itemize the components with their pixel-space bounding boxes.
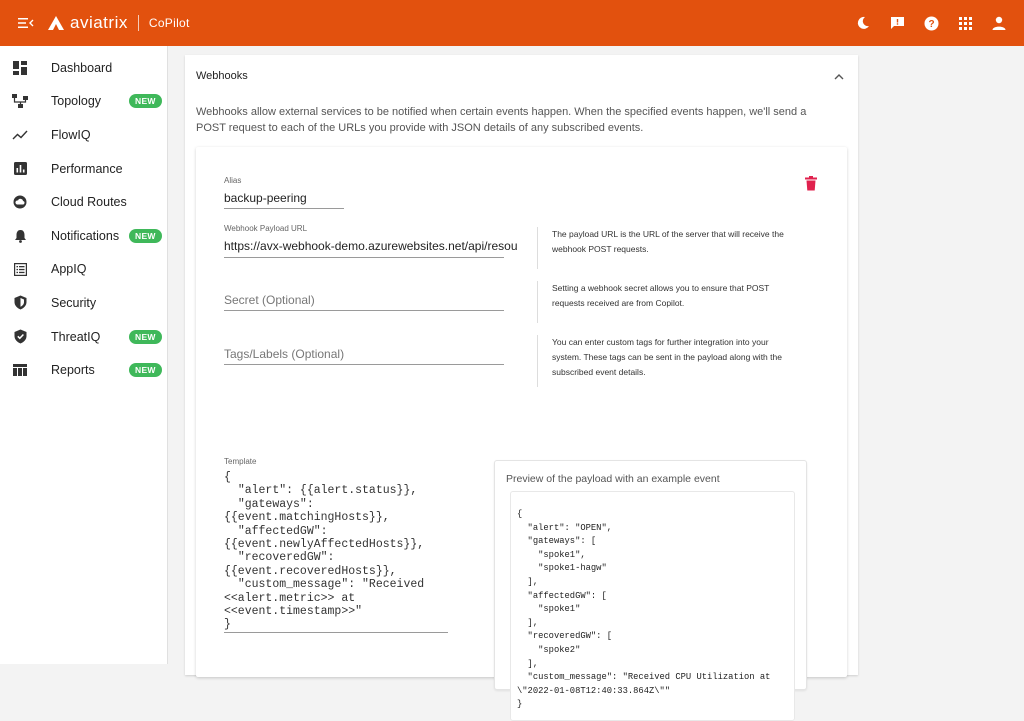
sidebar-item-label: ThreatIQ — [51, 329, 101, 344]
new-badge: NEW — [129, 94, 162, 108]
sidebar-item-label: Security — [51, 295, 97, 310]
bell-icon — [12, 228, 28, 244]
template-label: Template — [224, 457, 257, 466]
tags-input[interactable]: Tags/Labels (Optional) — [224, 347, 345, 361]
sidebar-item-label: Notifications — [51, 228, 120, 243]
sidebar-item-label: Dashboard — [51, 60, 113, 75]
brand-logo[interactable] — [48, 13, 190, 33]
cloud-icon — [12, 194, 28, 210]
brand-name: aviatrix — [70, 13, 128, 32]
performance-chart-icon — [12, 161, 28, 177]
new-badge: NEW — [129, 330, 162, 344]
list-box-icon — [12, 261, 28, 277]
tags-underline — [224, 364, 504, 365]
webhooks-panel — [185, 55, 858, 710]
shield-check-icon — [12, 329, 28, 345]
feedback-icon[interactable] — [880, 6, 914, 40]
webhook-url-help: The payload URL is the URL of the server that will receive the webhook POST requests. — [537, 227, 799, 269]
product-name: CoPilot — [148, 16, 190, 30]
webhook-url-underline — [224, 257, 504, 258]
sidebar-item-security[interactable] — [0, 286, 167, 320]
user-account-icon[interactable] — [982, 6, 1016, 40]
svg-text:?: ? — [927, 18, 935, 30]
table-icon — [12, 362, 28, 378]
secret-help: Setting a webhook secret allows you to ensure that POST requests received are from Copilot. — [537, 281, 799, 323]
sidebar-item-flowiq[interactable] — [0, 118, 167, 152]
webhook-url-input[interactable]: https://avx-webhook-demo.azurewebsites.net/api/resou — [224, 239, 518, 253]
secret-underline — [224, 310, 504, 311]
sidebar-item-notifications[interactable] — [0, 219, 167, 253]
secret-input[interactable]: Secret (Optional) — [224, 293, 315, 307]
new-badge: NEW — [129, 229, 162, 243]
trash-icon[interactable] — [804, 176, 818, 192]
alias-label: Alias — [224, 176, 242, 185]
preview-code: { "alert": "OPEN", "gateways": [ "spoke1", "spoke1-hagw" ], "affectedGW": [ "spoke1" ], "recoveredGW": [ "spoke2" ], "custom_message": "Received CPU Utilization at \"2022-01-08T12:40:33.864Z\"" } — [517, 509, 771, 710]
sidebar-item-dashboard[interactable] — [0, 51, 167, 85]
webhook-card — [196, 147, 847, 710]
aviatrix-logo-icon — [48, 16, 64, 30]
sidebar-item-performance[interactable] — [0, 152, 167, 186]
theme-toggle-icon[interactable] — [846, 6, 880, 40]
sidebar-item-appiq[interactable] — [0, 253, 167, 287]
alias-underline — [224, 208, 344, 209]
apps-grid-icon[interactable] — [948, 6, 982, 40]
dashboard-icon — [12, 60, 28, 76]
alias-input[interactable]: backup-peering — [224, 191, 307, 205]
sidebar-item-label: Cloud Routes — [51, 195, 127, 210]
top-app-bar — [0, 0, 1024, 46]
shield-icon — [12, 295, 28, 311]
sidebar-item-label: Performance — [51, 161, 123, 176]
sidebar-item-reports[interactable] — [0, 353, 167, 387]
preview-title: Preview of the payload with an example event — [506, 473, 720, 485]
preview-code-box — [510, 491, 795, 721]
payload-preview — [494, 460, 807, 710]
sidebar-item-label: Topology — [51, 94, 102, 109]
sidebar-item-topology[interactable] — [0, 85, 167, 119]
header-actions — [846, 0, 1016, 46]
template-editor[interactable]: { "alert": {{alert.status}}, "gateways": {{event.matchingHosts}}, "affectedGW": {{event.newlyAffectedHosts}}, "recoveredGW": {{event.recoveredHosts}}, "custom_message": "Received <<alert.metric>> at <<event.timestamp>>" } — [224, 471, 425, 632]
sidebar-item-cloud-routes[interactable] — [0, 185, 167, 219]
panel-title: Webhooks — [196, 70, 248, 82]
sidebar-item-label: AppIQ — [51, 262, 87, 277]
sidebar-item-threatiq[interactable] — [0, 320, 167, 354]
menu-collapse-icon[interactable] — [18, 17, 34, 29]
topology-icon — [12, 93, 28, 109]
template-underline — [224, 632, 448, 633]
chevron-up-icon[interactable] — [832, 70, 846, 82]
sidebar — [0, 46, 168, 664]
new-badge: NEW — [129, 363, 162, 377]
sidebar-item-label: Reports — [51, 363, 95, 378]
panel-description: Webhooks allow external services to be notified when certain events happen. When the specified events happen, we'll send a POST request to each of the URLs you provide with JSON details of any subscribed events. — [196, 106, 807, 134]
flow-trend-icon — [12, 127, 28, 143]
tags-help: You can enter custom tags for further integration into your system. These tags can be sent in the payload along with the subscribed event details. — [537, 335, 799, 387]
webhook-url-label: Webhook Payload URL — [224, 224, 308, 233]
brand-divider — [138, 15, 139, 31]
sidebar-item-label: FlowIQ — [51, 127, 91, 142]
help-icon[interactable] — [914, 6, 948, 40]
